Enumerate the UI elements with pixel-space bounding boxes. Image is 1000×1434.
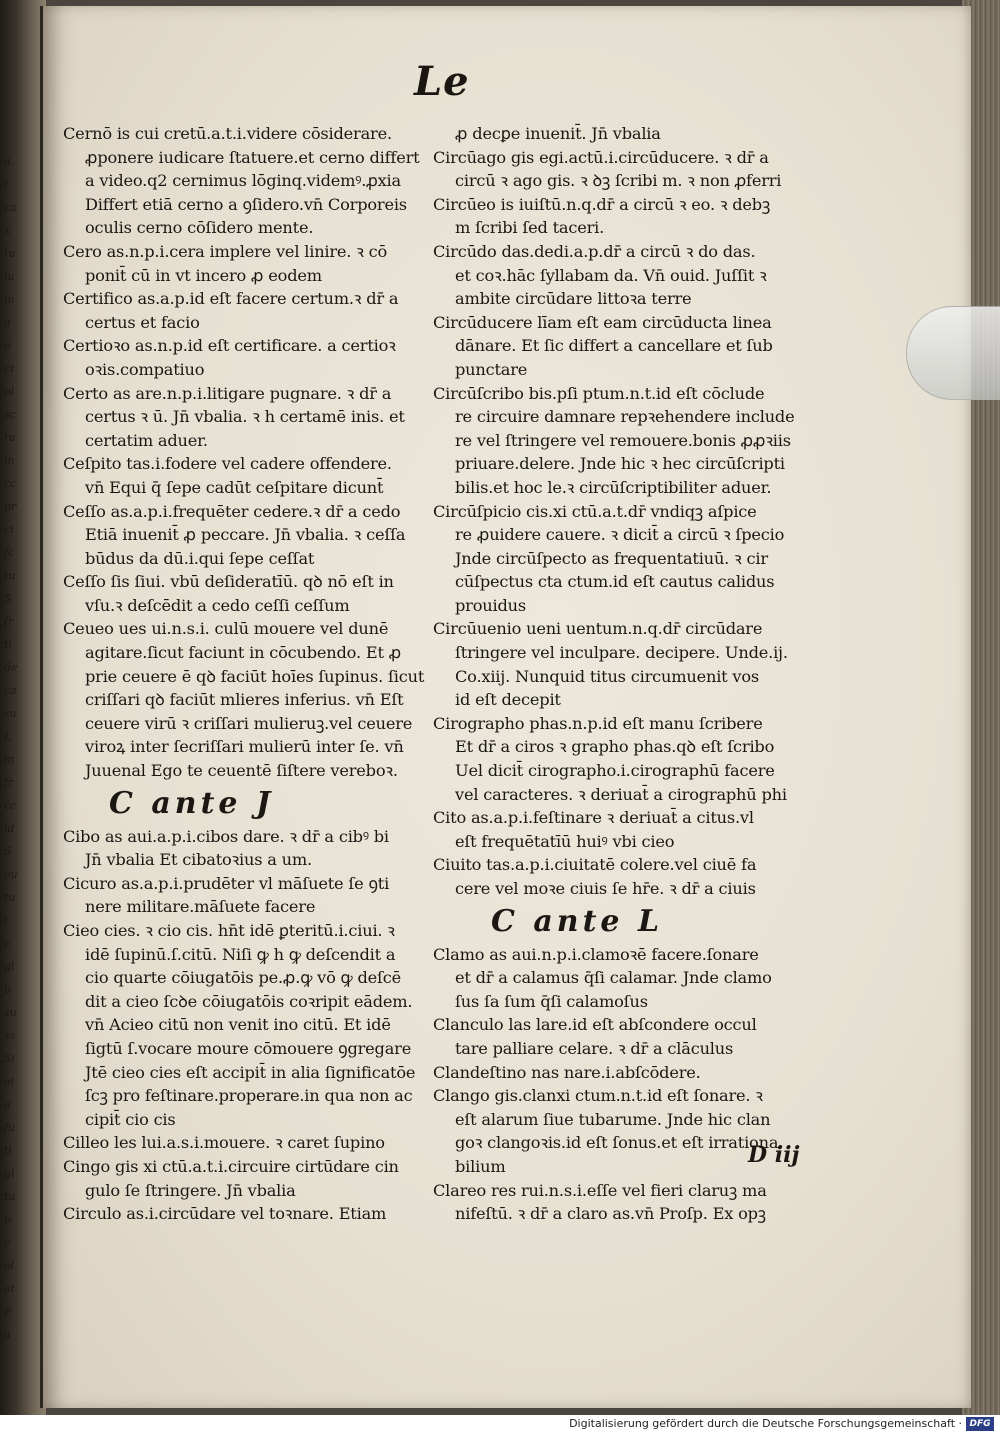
entry-continuation-line: ꝓponere iudicare ſtatuere.et cerno differt	[85, 147, 420, 167]
adjacent-page-fragment: b	[4, 983, 12, 996]
entry-continuation-line: eſt alarum ſiue tubarume. Jnde hic clan	[455, 1109, 771, 1129]
adjacent-page-fragment: at	[4, 1282, 15, 1295]
text-column-right	[433, 122, 815, 1226]
entry-continuation-line: cere vel moꝛe ciuis ſe hr̄e. ꝛ dr̄ a ciuis	[455, 879, 756, 898]
text-column-left	[63, 122, 443, 1226]
adjacent-page-fragment: ol	[4, 1259, 15, 1272]
entry-headword-line: Cingo gis xi ctū.a.t.i.circuire cirtūdare cin	[63, 1156, 399, 1176]
entry-continuation-line: goꝛ clangoꝛis.id eſt ſonus.et eſt irrationa	[455, 1133, 779, 1153]
adjacent-page-fragment: cc	[4, 477, 17, 490]
adjacent-page-fragment: E	[4, 1305, 13, 1318]
adjacent-page-fragment: p	[4, 1213, 12, 1226]
entry-headword-line: Circūeo is iuiſtū.n.q.dr̄ a circū ꝛ eo. ꝛ debꝫ	[433, 194, 771, 214]
adjacent-page-fragment: a	[4, 1098, 11, 1111]
adjacent-page-fragment: ld	[4, 822, 15, 835]
entry-headword-line: Ceueo ues ui.n.s.i. culū mouere vel dunē	[63, 619, 389, 639]
entry-headword-line: Cieo cies. ꝛ cio cis. hn̄t idē ꝑteritū.i.ciui. ꝛ	[63, 921, 395, 940]
adjacent-page-fragment: ti	[4, 638, 12, 651]
adjacent-page-fragment: o	[4, 339, 11, 352]
adjacent-page-fragment: oi	[4, 1075, 15, 1088]
adjacent-page-text-fragments	[4, 150, 38, 1390]
entry-continuation-line: Jtē cieo cies eſt accipit̄ in alia ſignificatōe	[85, 1062, 416, 1082]
entry-continuation-line: punctare	[455, 359, 528, 379]
adjacent-page-fragment: a	[4, 1328, 11, 1341]
entry-continuation-line: ſcꝫ pro feſtinare.properare.in qua non ac	[85, 1086, 413, 1106]
entry-continuation-line: vſu.ꝛ deſcēdit a cedo ceſſi ceſſum	[85, 595, 350, 615]
entry-headword-line: Cibo as aui.a.p.i.cibos dare. ꝛ dr̄ a cibꝰ bi	[63, 826, 389, 846]
adjacent-page-fragment: tu	[4, 247, 16, 260]
entry-headword-line: Clamo as aui.n.p.i.clamoꝛē facere.ſonare	[433, 944, 759, 964]
entry-continuation-line: m ſcribi ſed taceri.	[455, 218, 605, 238]
adjacent-page-fragment: c	[4, 937, 11, 950]
entry-continuation-line: et dr̄ a calamus q̄ſi calamar. Jnde clamo	[455, 968, 772, 988]
entry-headword-line: Cilleo les lui.a.s.i.mouere. ꝛ caret ſupino	[63, 1133, 385, 1153]
adjacent-page-fragment: ou	[4, 868, 18, 881]
entry-headword-line: Cirographo phas.n.p.id eſt manu ſcribere	[433, 713, 763, 733]
entry-continuation-line: ꝓ decꝑe inuenit̄. Jn̄ vbalia	[455, 124, 661, 143]
adjacent-page-fragment: ca	[4, 684, 17, 697]
adjacent-page-fragment: ct	[4, 362, 15, 375]
adjacent-page-fragment: fr	[4, 615, 14, 628]
footer-bar	[0, 1415, 1000, 1434]
footer-credit-text: Digitalisierung gefördert durch die Deutsche Forschungsgemeinschaft ·	[569, 1417, 962, 1430]
entry-continuation-line: vn̄ Acieo citū non venit ino citū. Et idē	[85, 1015, 391, 1035]
entry-continuation-line: prie ceuere ē qꝺ faciūt hoīes ſupinus. ſicut	[85, 666, 425, 686]
entry-headword-line: Cito as.a.p.i.feſtinare ꝛ deriuat̄ a citus.vl	[433, 808, 754, 828]
adjacent-page-fragment: gl	[4, 1167, 15, 1180]
entry-continuation-line: viroꝝ inter ſecriſſari mulierū inter ſe. vn̄	[85, 737, 404, 757]
entry-continuation-line: cūſpectus cta ctum.id eſt cautus calidus	[455, 572, 775, 592]
entry-continuation-line: circū ꝛ ago gis. ꝛ ꝺꝫ ſcribi m. ꝛ non ꝓferri	[455, 171, 782, 191]
adjacent-page-fragment: tu	[4, 1190, 16, 1203]
entry-continuation-line: ambite circūdare littoꝛa terre	[455, 289, 692, 309]
entry-continuation-line: a video.q2 cernimus lōginq.videmꝰ.ꝓxia	[85, 171, 401, 191]
entry-headword-line: Cicuro as.a.p.i.prudēter vl māſuete ſe ꝯti	[63, 873, 390, 893]
entry-continuation-line: ceuere virū ꝛ criſſari mulieruꝫ.vel ceuere	[85, 713, 413, 733]
adjacent-page-fragment: ci	[4, 523, 14, 536]
entry-continuation-line: Etiā inuenit̄ ꝓ peccare. Jn̄ vbalia. ꝛ ceſſa	[85, 525, 406, 545]
entry-continuation-line: ſigtū ſ.vocare moure cōmouere ꝯgregare	[85, 1038, 412, 1058]
adjacent-page-fragment: lu	[4, 270, 15, 283]
entry-headword-line: Ceſſo ſis ſiui. vbū deſideratīū. qꝺ nō eſt in	[63, 572, 394, 592]
entry-headword-line: Cero as.n.p.i.cera implere vel linire. ꝛ cō	[63, 241, 388, 261]
entry-continuation-line: oꝛis.compatiuo	[85, 359, 205, 379]
adjacent-page-fragment: c	[4, 1236, 11, 1249]
adjacent-page-fragment: in	[4, 293, 15, 306]
adjacent-page-fragment: a.	[4, 155, 15, 168]
adjacent-page-fragment: fc	[4, 546, 15, 559]
entry-continuation-line: priuare.delere. Jnde hic ꝛ hec circūſcripti	[455, 454, 785, 474]
adjacent-page-fragment: S	[4, 592, 12, 605]
entry-continuation-line: idē ſupinū.ſ.citū. Niſi ꝙ h ꝙ deſcendit a	[85, 944, 396, 964]
entry-headword-line: Clandeſtino nas nare.i.abſcōdere.	[433, 1062, 701, 1082]
entry-continuation-line: ſtringere vel inculpare. decipere. Unde.ij.	[455, 643, 788, 663]
entry-continuation-line: re circuire damnare repꝛehendere include	[455, 407, 795, 427]
adjacent-page-fragment: fr	[4, 776, 14, 789]
entry-continuation-line: vn̄ Equi q̄ ſepe cadūt ceſpitare dicunt̄	[85, 477, 384, 497]
entry-headword-line: Certo as are.n.p.i.litigare pugnare. ꝛ dr̄ a	[63, 383, 392, 403]
entry-continuation-line: certatim aduer.	[85, 430, 208, 450]
signature-mark: D iij	[748, 1142, 800, 1168]
entry-continuation-line: oculis cerno cōſidero mente.	[85, 218, 314, 238]
page-clip	[906, 306, 1000, 400]
adjacent-page-fragment: ti	[4, 1144, 12, 1157]
entry-headword-line: Circūago gis egi.actū.i.circūducere. ꝛ dr̄ a	[433, 147, 769, 167]
entry-headword-line: Circūſpicio cis.xi ctū.a.t.dr̄ vndiqꝫ aſpice	[433, 501, 757, 521]
adjacent-page-fragment: ol	[4, 385, 15, 398]
entry-continuation-line: id eſt decepit	[455, 690, 561, 710]
adjacent-page-fragment: a	[4, 316, 11, 329]
entry-headword-line: Cernō is cui cretū.a.t.i.videre cōsiderare.	[63, 124, 392, 143]
entry-headword-line: Ciuito tas.a.p.i.ciuitatē colere.vel ciuē fa	[433, 855, 757, 875]
adjacent-page-fragment: L	[4, 730, 12, 743]
entry-headword-line: Clanculo las lare.id eſt abſcondere occul	[433, 1015, 757, 1035]
entry-continuation-line: dānare. Et ſic differt a cancellare et ſub	[455, 336, 773, 356]
adjacent-page-fragment: ca	[4, 201, 17, 214]
entry-headword-line: Circūdo das.dedi.a.p.dr̄ a circū ꝛ do das.	[433, 241, 756, 261]
entry-continuation-line: re vel ſtringere vel remouere.bonis ꝓꝓꝛiis	[455, 430, 791, 450]
entry-continuation-line: certus ꝛ ū. Jn̄ vbalia. ꝛ h certamē inis. et	[85, 407, 405, 427]
adjacent-page-fragment: tu	[4, 891, 16, 904]
adjacent-page-fragment: tu	[4, 569, 16, 582]
entry-continuation-line: nifeſtū. ꝛ dr̄ a claro as.vn̄ Proſp. Ex opꝫ	[455, 1204, 766, 1224]
section-heading: C ante L	[491, 903, 664, 939]
entry-continuation-line: cipit̄ cio cis	[85, 1109, 176, 1129]
entry-continuation-line: gulo ſe ſtringere. Jn̄ vbalia	[85, 1180, 296, 1200]
adjacent-page-fragment: in	[4, 753, 15, 766]
adjacent-page-fragment: su	[4, 707, 17, 720]
entry-continuation-line: Et dr̄ a ciros ꝛ grapho phas.qꝺ eſt ſcribo	[455, 737, 775, 757]
entry-continuation-line: Juuenal Ego te ceuentē ſiſtere vereboꝛ.	[85, 761, 398, 781]
entry-headword-line: Clango gis.clanxi ctum.n.t.id eſt ſonare. ꝛ	[433, 1086, 763, 1106]
entry-continuation-line: ſus ſa ſum q̄ſi calamoſus	[455, 991, 648, 1011]
entry-continuation-line: certus et facio	[85, 312, 200, 332]
entry-continuation-line: re ꝓuidere cauere. ꝛ dicit̄ a circū ꝛ ſpecio	[455, 525, 785, 545]
adjacent-page-fragment: de	[4, 661, 18, 674]
running-head: Le	[414, 58, 470, 105]
entry-continuation-line: nere militare.māſuete facere	[85, 897, 316, 917]
adjacent-page-fragment: cc	[4, 799, 17, 812]
entry-continuation-line: cio quarte cōiugatōis pe.ꝓ.ꝙ vō ꝙ deſcē	[85, 968, 402, 988]
entry-headword-line: Certifico as.a.p.id eſt facere certum.ꝛ dr̄ a	[63, 289, 399, 309]
entry-continuation-line: et coꝛ.hāc ſyllabam da. Vn̄ ouid. Juſſit ꝛ	[455, 265, 767, 285]
entry-headword-line: Certioꝛo as.n.p.id eſt certificare. a certioꝛ	[63, 336, 396, 356]
entry-headword-line: Ceſſo as.a.p.i.frequēter cedere.ꝛ dr̄ a cedo	[63, 501, 401, 521]
entry-headword-line: Ceſpito tas.i.fodere vel cadere offendere.	[63, 454, 392, 474]
adjacent-page-fragment: tu	[4, 431, 16, 444]
adjacent-page-fragment: su	[4, 1006, 17, 1019]
entry-continuation-line: Jn̄ vbalia Et cibatoꝛius a um.	[85, 850, 312, 870]
entry-continuation-line: bilis.et hoc le.ꝛ circūſcriptibiliter aduer.	[455, 477, 772, 497]
entry-continuation-line: criſſari qꝺ faciūt mlieres inferius. vn̄ Eſt	[85, 690, 404, 710]
adjacent-page-fragment: ss	[4, 1029, 16, 1042]
adjacent-page-fragment: (	[4, 178, 9, 191]
adjacent-page-fragment: sc	[4, 408, 16, 421]
entry-headword-line: Circūſcribo bis.pſi ptum.n.t.id eſt cōclude	[433, 383, 765, 403]
entry-continuation-line: prouidus	[455, 595, 526, 615]
entry-headword-line: Circūducere līam eſt eam circūducta linea	[433, 312, 772, 332]
adjacent-page-fragment: fu	[4, 1121, 16, 1134]
adjacent-page-fragment: gl	[4, 960, 15, 973]
entry-continuation-line: Uel dicit̄ cirographo.i.cirographū facere	[455, 761, 775, 781]
adjacent-page-fragment: Si	[4, 1052, 16, 1065]
entry-continuation-line: dit a cieo ſcꝺe cōiugatōis coꝛripit eādem.	[85, 991, 413, 1011]
adjacent-page-fragment: pr	[4, 500, 17, 513]
entry-continuation-line: eſt frequētatīū huiꝰ vbi cieo	[455, 831, 675, 851]
section-heading: C ante J	[109, 785, 275, 821]
entry-continuation-line: būdus da dū.i.qui ſepe ceſſat	[85, 548, 315, 568]
entry-continuation-line: tare palliare celare. ꝛ dr̄ a clāculus	[455, 1038, 734, 1058]
entry-continuation-line: bilium	[455, 1156, 506, 1176]
adjacent-page-fragment: in	[4, 454, 15, 467]
entry-continuation-line: Differt etiā cerno a ꝯſidero.vn̄ Corporeis	[85, 194, 407, 214]
entry-continuation-line: agitare.ſicut faciunt in cōcubendo. Et ꝓ	[85, 643, 402, 663]
entry-continuation-line: Jnde circūſpecto as frequentatiuū. ꝛ cir	[455, 548, 768, 568]
adjacent-page-fragment: x	[4, 224, 11, 237]
adjacent-page-fragment: i	[4, 914, 8, 927]
entry-continuation-line: Co.xiij. Nunquid titus circumuenit vos	[455, 666, 760, 686]
entry-continuation-line: ponit̄ cū in vt incero ꝓ eodem	[85, 265, 322, 285]
entry-headword-line: Circūuenio ueni uentum.n.q.dr̄ circūdare	[433, 619, 763, 639]
dfg-logo[interactable]: DFG	[966, 1417, 994, 1431]
adjacent-page-fragment: S	[4, 845, 12, 858]
entry-continuation-line: vel caracteres. ꝛ deriuat̄ a cirographū phi	[455, 784, 787, 804]
entry-headword-line: Clareo res rui.n.s.i.eſſe vel fieri claruꝫ ma	[433, 1180, 767, 1200]
entry-headword-line: Circulo as.i.circūdare vel toꝛnare. Etiam	[63, 1204, 387, 1224]
